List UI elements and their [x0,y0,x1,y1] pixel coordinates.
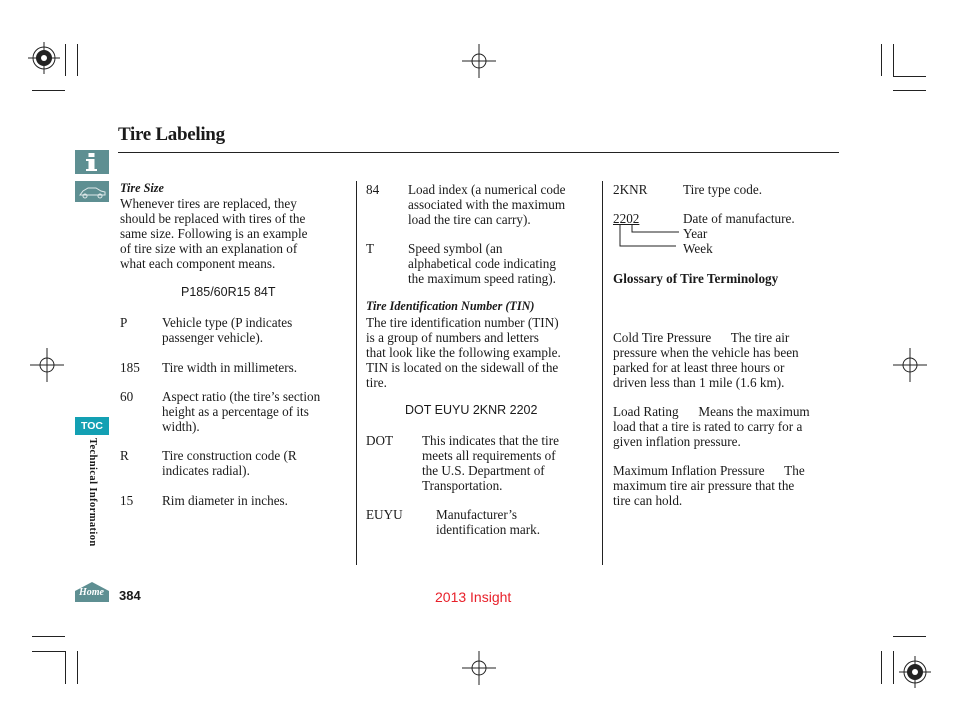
size-code: T [366,241,375,256]
registration-target-icon [899,656,931,688]
section-label: Technical Information [87,438,98,547]
car-icon [75,181,109,202]
glossary-entry: Load Rating Means the maximum load that a tire is rated to carry for a given inflation pressure. [613,404,810,449]
date-definition: Date of manufacture. [683,211,795,226]
glossary-entry: Maximum Inflation Pressure The maximum tire air pressure that the tire can hold. [613,463,805,508]
size-definition: Aspect ratio (the tire’s section height as a percentage of its width). [162,389,321,434]
size-code: R [120,448,129,463]
tin-code: DOT [366,433,394,448]
size-definition: Rim diameter in inches. [162,493,288,508]
tin-example: DOT EUYU 2KNR 2202 [405,403,538,417]
column-divider [602,181,603,565]
date-code: 2202 [613,211,640,226]
glossary-heading: Glossary of Tire Terminology [613,271,779,286]
crosshair-icon [462,651,496,685]
crosshair-icon [462,44,496,78]
tire-size-example: P185/60R15 84T [181,285,276,299]
page-number: 384 [119,588,141,603]
size-code: P [120,315,128,330]
footer-model-name: 2013 Insight [435,589,512,605]
info-tab-button[interactable] [75,150,109,174]
car-tab-button[interactable] [75,181,109,202]
tin-definition: This indicates that the tire meets all requirements of the U.S. Department of Transportation. [422,433,559,493]
size-definition: Speed symbol (an alphabetical code indicating the maximum speed rating). [408,241,556,286]
title-rule [118,152,839,153]
week-label: Week [683,241,713,256]
size-code: 84 [366,182,380,197]
size-definition: Load index (a numerical code associated with the maximum load the tire can carry). [408,182,566,227]
size-code: 60 [120,389,134,404]
tin-heading: Tire Identification Number (TIN) [366,299,535,313]
toc-button[interactable]: TOC [75,417,109,435]
column-divider [356,181,357,565]
crosshair-icon [30,348,64,382]
tin-definition: Manufacturer’s identification mark. [436,507,540,537]
date-bracket-lines [618,224,680,248]
size-code: 185 [120,360,140,375]
home-label: Home [79,587,104,598]
crosshair-icon [893,348,927,382]
tire-size-heading: Tire Size [120,181,164,195]
page-title: Tire Labeling [118,124,225,145]
glossary-entry: Cold Tire Pressure The tire air pressure when the vehicle has been parked for at least three hours or driven less than 1 mile (1.6 km). [613,330,799,390]
tire-size-intro: Whenever tires are replaced, they should be replaced with tires of the same size. Following is an example of tire size with an explanation of what each component means. [120,196,308,271]
year-label: Year [683,226,708,241]
home-button[interactable] [74,581,110,603]
tin-definition: Tire type code. [683,182,762,197]
registration-target-icon [28,42,60,74]
size-definition: Vehicle type (P indicates passenger vehicle). [162,315,293,345]
size-code: 15 [120,493,134,508]
tin-code: EUYU [366,507,403,522]
tin-intro: The tire identification number (TIN) is a group of numbers and letters that look like the following example. TIN is located on the sidewall of the tire. [366,315,561,390]
info-icon [75,150,109,174]
size-definition: Tire construction code (R indicates radial). [162,448,297,478]
size-definition: Tire width in millimeters. [162,360,298,375]
tin-code: 2KNR [613,182,648,197]
